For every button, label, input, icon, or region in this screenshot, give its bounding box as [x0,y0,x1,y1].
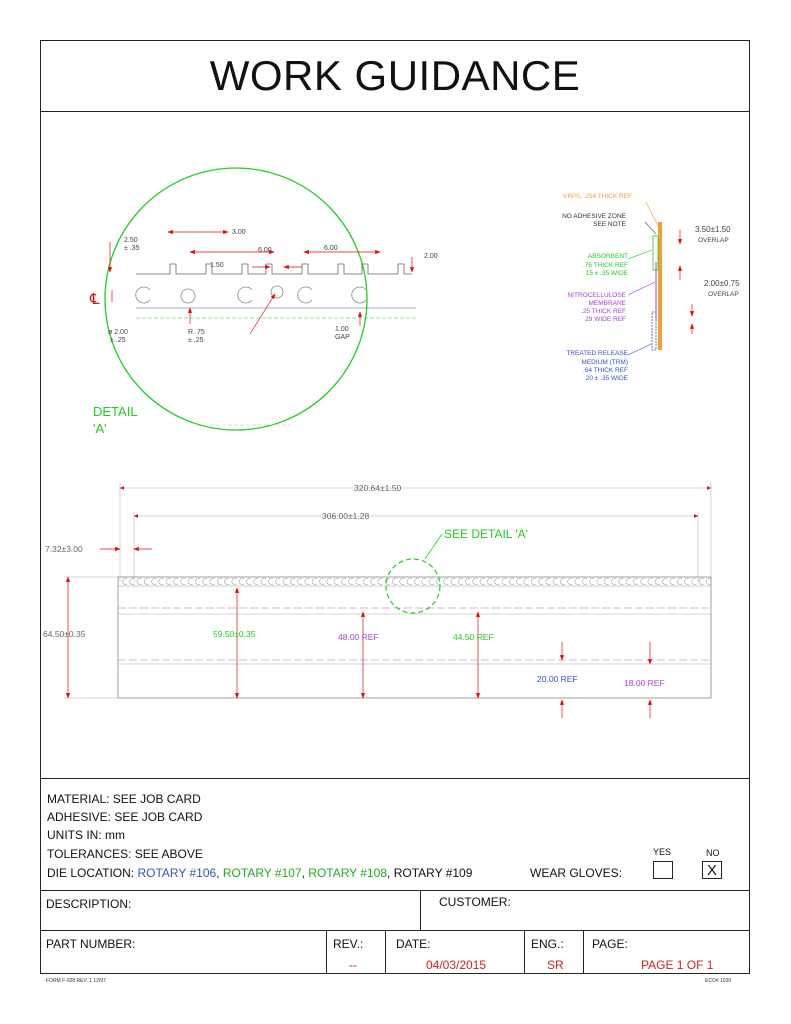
stack-label: ABSORBENT [587,253,628,260]
slot-mark [407,579,412,585]
detail-label: 'A' [93,421,107,436]
stack-dim: 2.00±0.75 [704,279,740,288]
slot-mark [378,579,383,585]
slot-mark [677,579,682,585]
part-number-cell [40,930,327,974]
slot-mark [400,579,405,585]
page-title: WORK GUIDANCE [209,51,581,99]
slot-mark [568,579,573,585]
slot-mark [692,579,697,585]
strip-outline [118,577,711,698]
slot-mark [188,579,193,585]
slot-mark [655,579,660,585]
slot-mark [502,579,507,585]
slot-mark [495,579,500,585]
slot-mark [560,579,565,585]
slot-mark [225,579,230,585]
stack-label: NO ADHESIVE ZONE [562,213,626,220]
part-number-label: PART NUMBER: [46,937,136,951]
slot-mark [305,579,310,585]
rev-cell [327,930,386,974]
dim-label: 1.00 [335,326,349,333]
slot-mark [239,579,244,585]
slot-mark [341,579,346,585]
slot-mark [319,579,324,585]
no-checkbox[interactable]: X [702,861,722,879]
slot-mark [538,579,543,585]
see-detail-label: SEE DETAIL 'A' [444,527,528,541]
slot-mark [283,579,288,585]
dim-4450: 44.50 REF [453,632,494,642]
customer-cell [421,890,750,930]
dim-offset: 7.32±3.00 [45,544,83,554]
dim-48: 48.00 REF [338,632,379,642]
leader-line [628,282,655,295]
dim-inner: 306.00±1.28 [322,511,370,521]
slot-mark [465,579,470,585]
slot-mark [159,579,164,585]
rev-label: REV.: [333,937,364,951]
slot-mark [232,579,237,585]
slot-mark [327,579,332,585]
centerline-symbol: ℄ [90,291,100,308]
dim-label: 1.50 [210,262,224,269]
stack-label: 20 ± .35 WIDE [585,375,628,382]
slot-mark [312,579,317,585]
stack-label: 15 ± .35 WIDE [585,270,628,277]
dim-label: R .75 [188,329,205,336]
stack-dim: OVERLAP [698,237,729,244]
slot-mark [517,579,522,585]
dim-height: 64.50±0.35 [43,629,86,639]
slot-mark [597,579,602,585]
units-line: UNITS IN: mm [47,828,125,842]
stack-label: .76 THICK REF [582,262,628,269]
slot-mark [144,579,149,585]
slot-mark [684,579,689,585]
slot-mark [553,579,558,585]
c-shape [238,287,252,303]
slot-mark [582,579,587,585]
dim-label: ± .25 [188,337,204,344]
detail-a [89,168,438,436]
slot-mark [451,579,456,585]
slot-mark [298,579,303,585]
slot-mark [130,579,135,585]
die-rotary-106: ROTARY #106 [137,866,217,880]
slot-mark [173,579,178,585]
slot-mark [203,579,208,585]
dim-label: ± .25 [110,337,126,344]
leader-line [646,202,658,226]
dim-20: 20.00 REF [537,674,578,684]
dim-total: 320.64±1.50 [354,483,402,493]
slot-mark [246,579,251,585]
slot-mark [444,579,449,585]
slot-mark [152,579,157,585]
die-location-line [47,866,472,880]
info-section [40,778,750,890]
slot-mark [254,579,259,585]
dim-label: ± .35 [124,245,140,252]
c-shape [136,287,150,303]
slot-mark [480,579,485,585]
slot-mark [575,579,580,585]
no-label: NO [706,848,720,858]
main-strip-view [43,482,711,718]
dim-label: 3.00 [232,229,246,236]
slot-mark [356,579,361,585]
die-rotary-109: ROTARY #109 [393,866,473,880]
slot-mark [261,579,266,585]
eng-cell [525,930,584,974]
slot-mark [611,579,616,585]
date-cell [386,930,525,974]
slot-row [122,579,711,585]
material-line: MATERIAL: SEE JOB CARD [47,792,201,806]
leader-line [628,250,652,259]
vinyl-layer [658,222,662,350]
slot-mark [633,579,638,585]
slot-mark [371,579,376,585]
dim-5950: 59.50±0.35 [213,629,256,639]
wear-gloves-label: WEAR GLOVES: [530,866,623,880]
detail-leader [425,534,442,559]
slot-mark [414,579,419,585]
yes-label: YES [653,847,672,857]
slot-mark [590,579,595,585]
hole [181,289,195,303]
slot-mark [276,579,281,585]
slot-mark [392,579,397,585]
stack-label: VINYL .254 THICK REF [563,193,632,200]
die-location-label: DIE LOCATION: [47,866,135,880]
slot-mark [290,579,295,585]
dim-label: 2.00 [424,253,438,260]
rev-value: -- [349,958,357,972]
slot-mark [641,579,646,585]
slot-mark [648,579,653,585]
slot-mark [626,579,631,585]
slot-mark [487,579,492,585]
technical-drawing [40,112,750,778]
slot-mark [429,579,434,585]
form-number: FORM F-928 REV. 1 12/97 [46,978,106,984]
slot-mark [422,579,427,585]
slot-mark [509,579,514,585]
date-value: 04/03/2015 [426,958,487,972]
title-bar [40,40,750,112]
stack-label: .25 THICK REF [580,308,626,315]
dim-label: 6.00 [258,247,272,254]
date-label: DATE: [396,937,431,951]
eng-label: ENG.: [531,937,564,951]
die-rotary-108: ROTARY #108 [308,866,387,880]
slot-mark [663,579,668,585]
slot-mark [604,579,609,585]
slot-mark [268,579,273,585]
slot-mark [706,579,711,585]
detail-circle [105,168,367,430]
comma: , [301,866,305,880]
dim-label: ø 2.00 [108,329,128,336]
stack-dim: 3.50±1.50 [695,225,731,234]
slot-mark [363,579,368,585]
slot-mark [546,579,551,585]
stack-label: NITROCELLULOSE [567,292,626,299]
die-rotary-107: ROTARY #107 [222,866,302,880]
stack-label: MEMBRANE [588,300,626,307]
yes-checkbox[interactable] [653,861,673,879]
stack-dim: OVERLAP [708,291,739,298]
hole [271,286,283,298]
description-cell [40,890,421,930]
page-label: PAGE: [592,937,628,951]
eco-number: ECO# 1030 [705,978,732,984]
customer-label: CUSTOMER: [439,895,511,909]
detail-strip-profile [136,264,412,274]
slot-mark [349,579,354,585]
dim-label: 2.50 [124,237,138,244]
slot-mark [473,579,478,585]
slot-mark [195,579,200,585]
description-label: DESCRIPTION: [46,897,132,911]
c-shape [298,287,312,303]
slot-mark [524,579,529,585]
stack-label: 29 WIDE REF [585,316,626,323]
eng-value: SR [547,958,564,972]
stack-cross-section [562,193,740,382]
slot-mark [670,579,675,585]
comma: , [216,866,220,880]
page-cell [584,930,750,974]
slot-mark [137,579,142,585]
comma: , [387,866,391,880]
stack-label: TREATED RELEASE [566,350,628,357]
slot-mark [458,579,463,585]
stack-label: SEE NOTE [593,221,626,228]
slot-mark [619,579,624,585]
release-layer [652,312,656,350]
adhesive-line: ADHESIVE: SEE JOB CARD [47,810,203,824]
detail-label: DETAIL [93,404,138,419]
slot-mark [699,579,704,585]
slot-mark [122,579,127,585]
page-value: PAGE 1 OF 1 [641,958,714,972]
tolerances-line: TOLERANCES: SEE ABOVE [47,847,203,861]
dim-18: 18.00 REF [624,678,665,688]
slot-mark [334,579,339,585]
slot-mark [181,579,186,585]
slot-mark [166,579,171,585]
slot-mark [531,579,536,585]
stack-label: MEDIUM (TRM) [581,359,628,366]
leader-line [645,222,656,234]
slot-mark [210,579,215,585]
dim-label: GAP [335,334,350,341]
stack-label: .64 THICK REF [582,367,628,374]
slot-mark [217,579,222,585]
leader-line [628,344,651,355]
dim-label: 6.00 [324,245,338,252]
leader-line [250,294,275,334]
c-shape [352,287,366,303]
